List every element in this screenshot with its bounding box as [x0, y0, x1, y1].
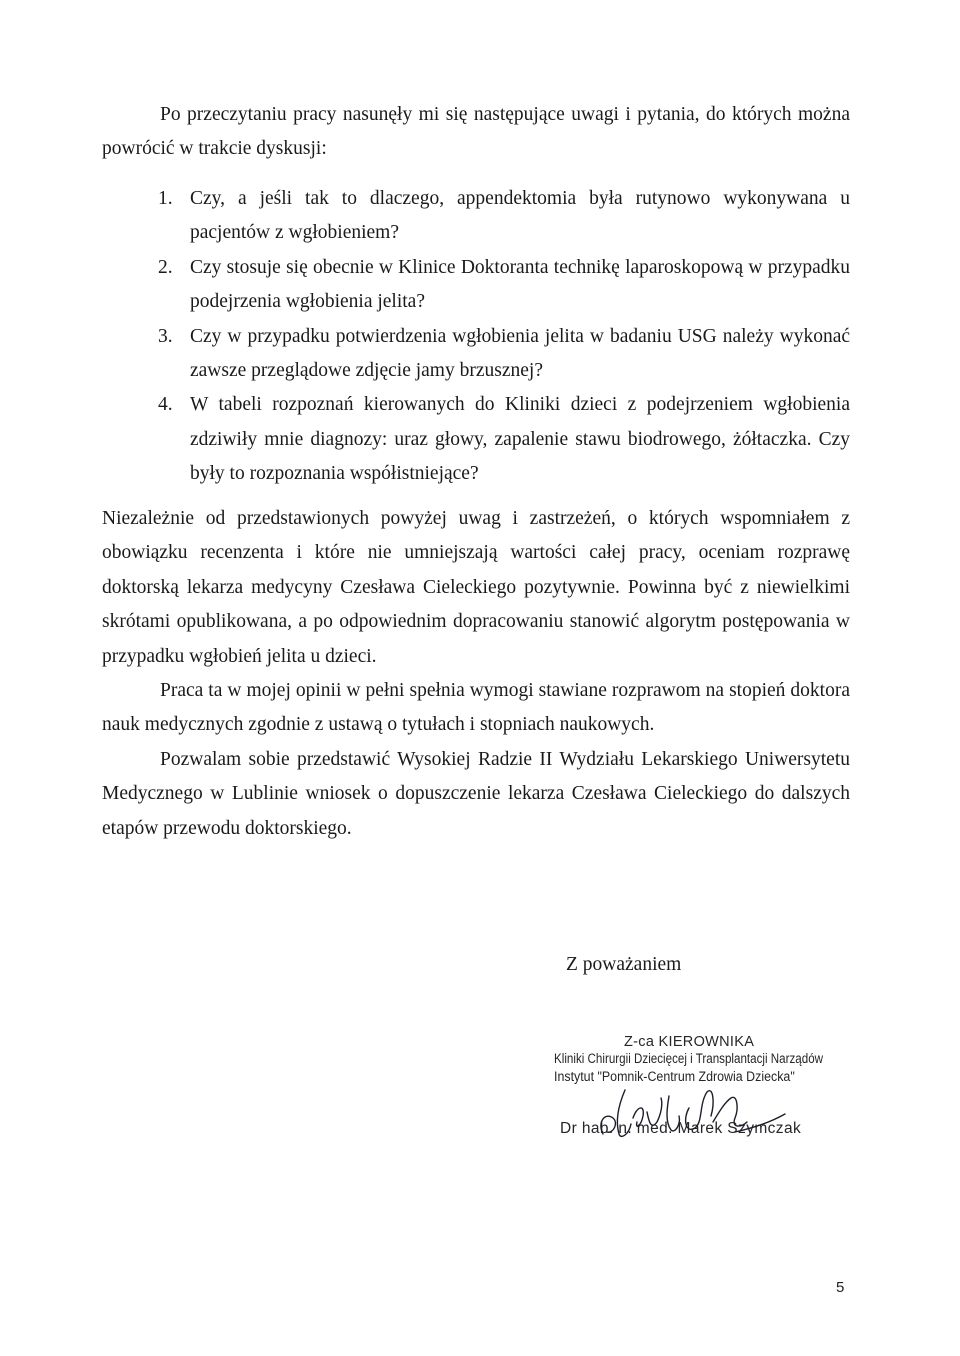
question-text: Czy w przypadku potwierdzenia wgłobienia jelita w badaniu USG należy wykonać zawsze przeglądowe zdjęcie jamy brzusznej?	[190, 325, 850, 382]
question-text: Czy stosuje się obecnie w Klinice Doktoranta technikę laparoskopową w przypadku podejrzenia wgłobienia jelita?	[190, 256, 850, 313]
question-item-1	[102, 182, 850, 251]
question-item-3	[102, 320, 850, 389]
handwritten-signature	[585, 1082, 795, 1144]
intro-text: Po przeczytaniu pracy nasunęły mi się następujące uwagi i pytania, do których można powrócić w trakcie dyskusji:	[102, 104, 850, 160]
requirements-paragraph: Praca ta w mojej opinii w pełni spełnia wymogi stawiane rozprawom na stopień doktora nauk medycznych zgodnie z ustawą o tytułach i stopniach naukowych.	[102, 680, 850, 736]
question-number: 3.	[158, 325, 173, 347]
closing-salutation: Z poważaniem	[566, 954, 682, 975]
page-number: 5	[836, 1279, 845, 1296]
stamp-signatory-name: Dr hab. n. med. Marek Szymczak	[560, 1120, 802, 1137]
stamp-title: Z-ca KIEROWNIKA	[624, 1034, 755, 1050]
stamp-department: Kliniki Chirurgii Dziecięcej i Transplantacji Narządów	[554, 1051, 824, 1066]
question-item-2	[102, 251, 850, 320]
conclusion-section	[102, 502, 850, 846]
question-text: W tabeli rozpoznań kierowanych do Kliniki dzieci z podejrzeniem wgłobienia zdziwiły mnie diagnozy: uraz głowy, zapalenie stawu biodrowego, żółtaczka. Czy były to rozpoznania współistniejące?	[190, 394, 850, 485]
question-number: 1.	[158, 188, 173, 209]
motion-paragraph: Pozwalam sobie przedstawić Wysokiej Radzie II Wydziału Lekarskiego Uniwersytetu Medycznego w Lublinie wniosek o dopuszczenie lekarza Czesława Cieleckiego do dalszych etapów przewodu doktorskiego.	[102, 748, 850, 839]
assessment-paragraph: Niezależnie od przedstawionych powyżej uwag i zastrzeżeń, o których wspomniałem z obowiązku recenzenta i które nie umniejszają wartości całej pracy, oceniam rozprawę doktorską lekarza medycyny Czesława Cieleckiego pozytywnie. Powinna być z niewielkimi skrótami opublikowana, a po odpowiednim dopracowaniu stanowić algorytm postępowania w przypadku wgłobień jelita u dzieci.	[102, 508, 850, 667]
question-text: Czy, a jeśli tak to dlaczego, appendektomia była rutynowo wykonywana u pacjentów z wgłobieniem?	[190, 188, 850, 244]
question-number: 4.	[158, 394, 173, 416]
questions-list	[102, 182, 850, 492]
intro-paragraph	[102, 98, 850, 167]
question-number: 2.	[158, 256, 173, 278]
question-item-4	[102, 388, 850, 491]
stamp-institute: Instytut "Pomnik-Centrum Zdrowia Dziecka"	[554, 1069, 795, 1084]
